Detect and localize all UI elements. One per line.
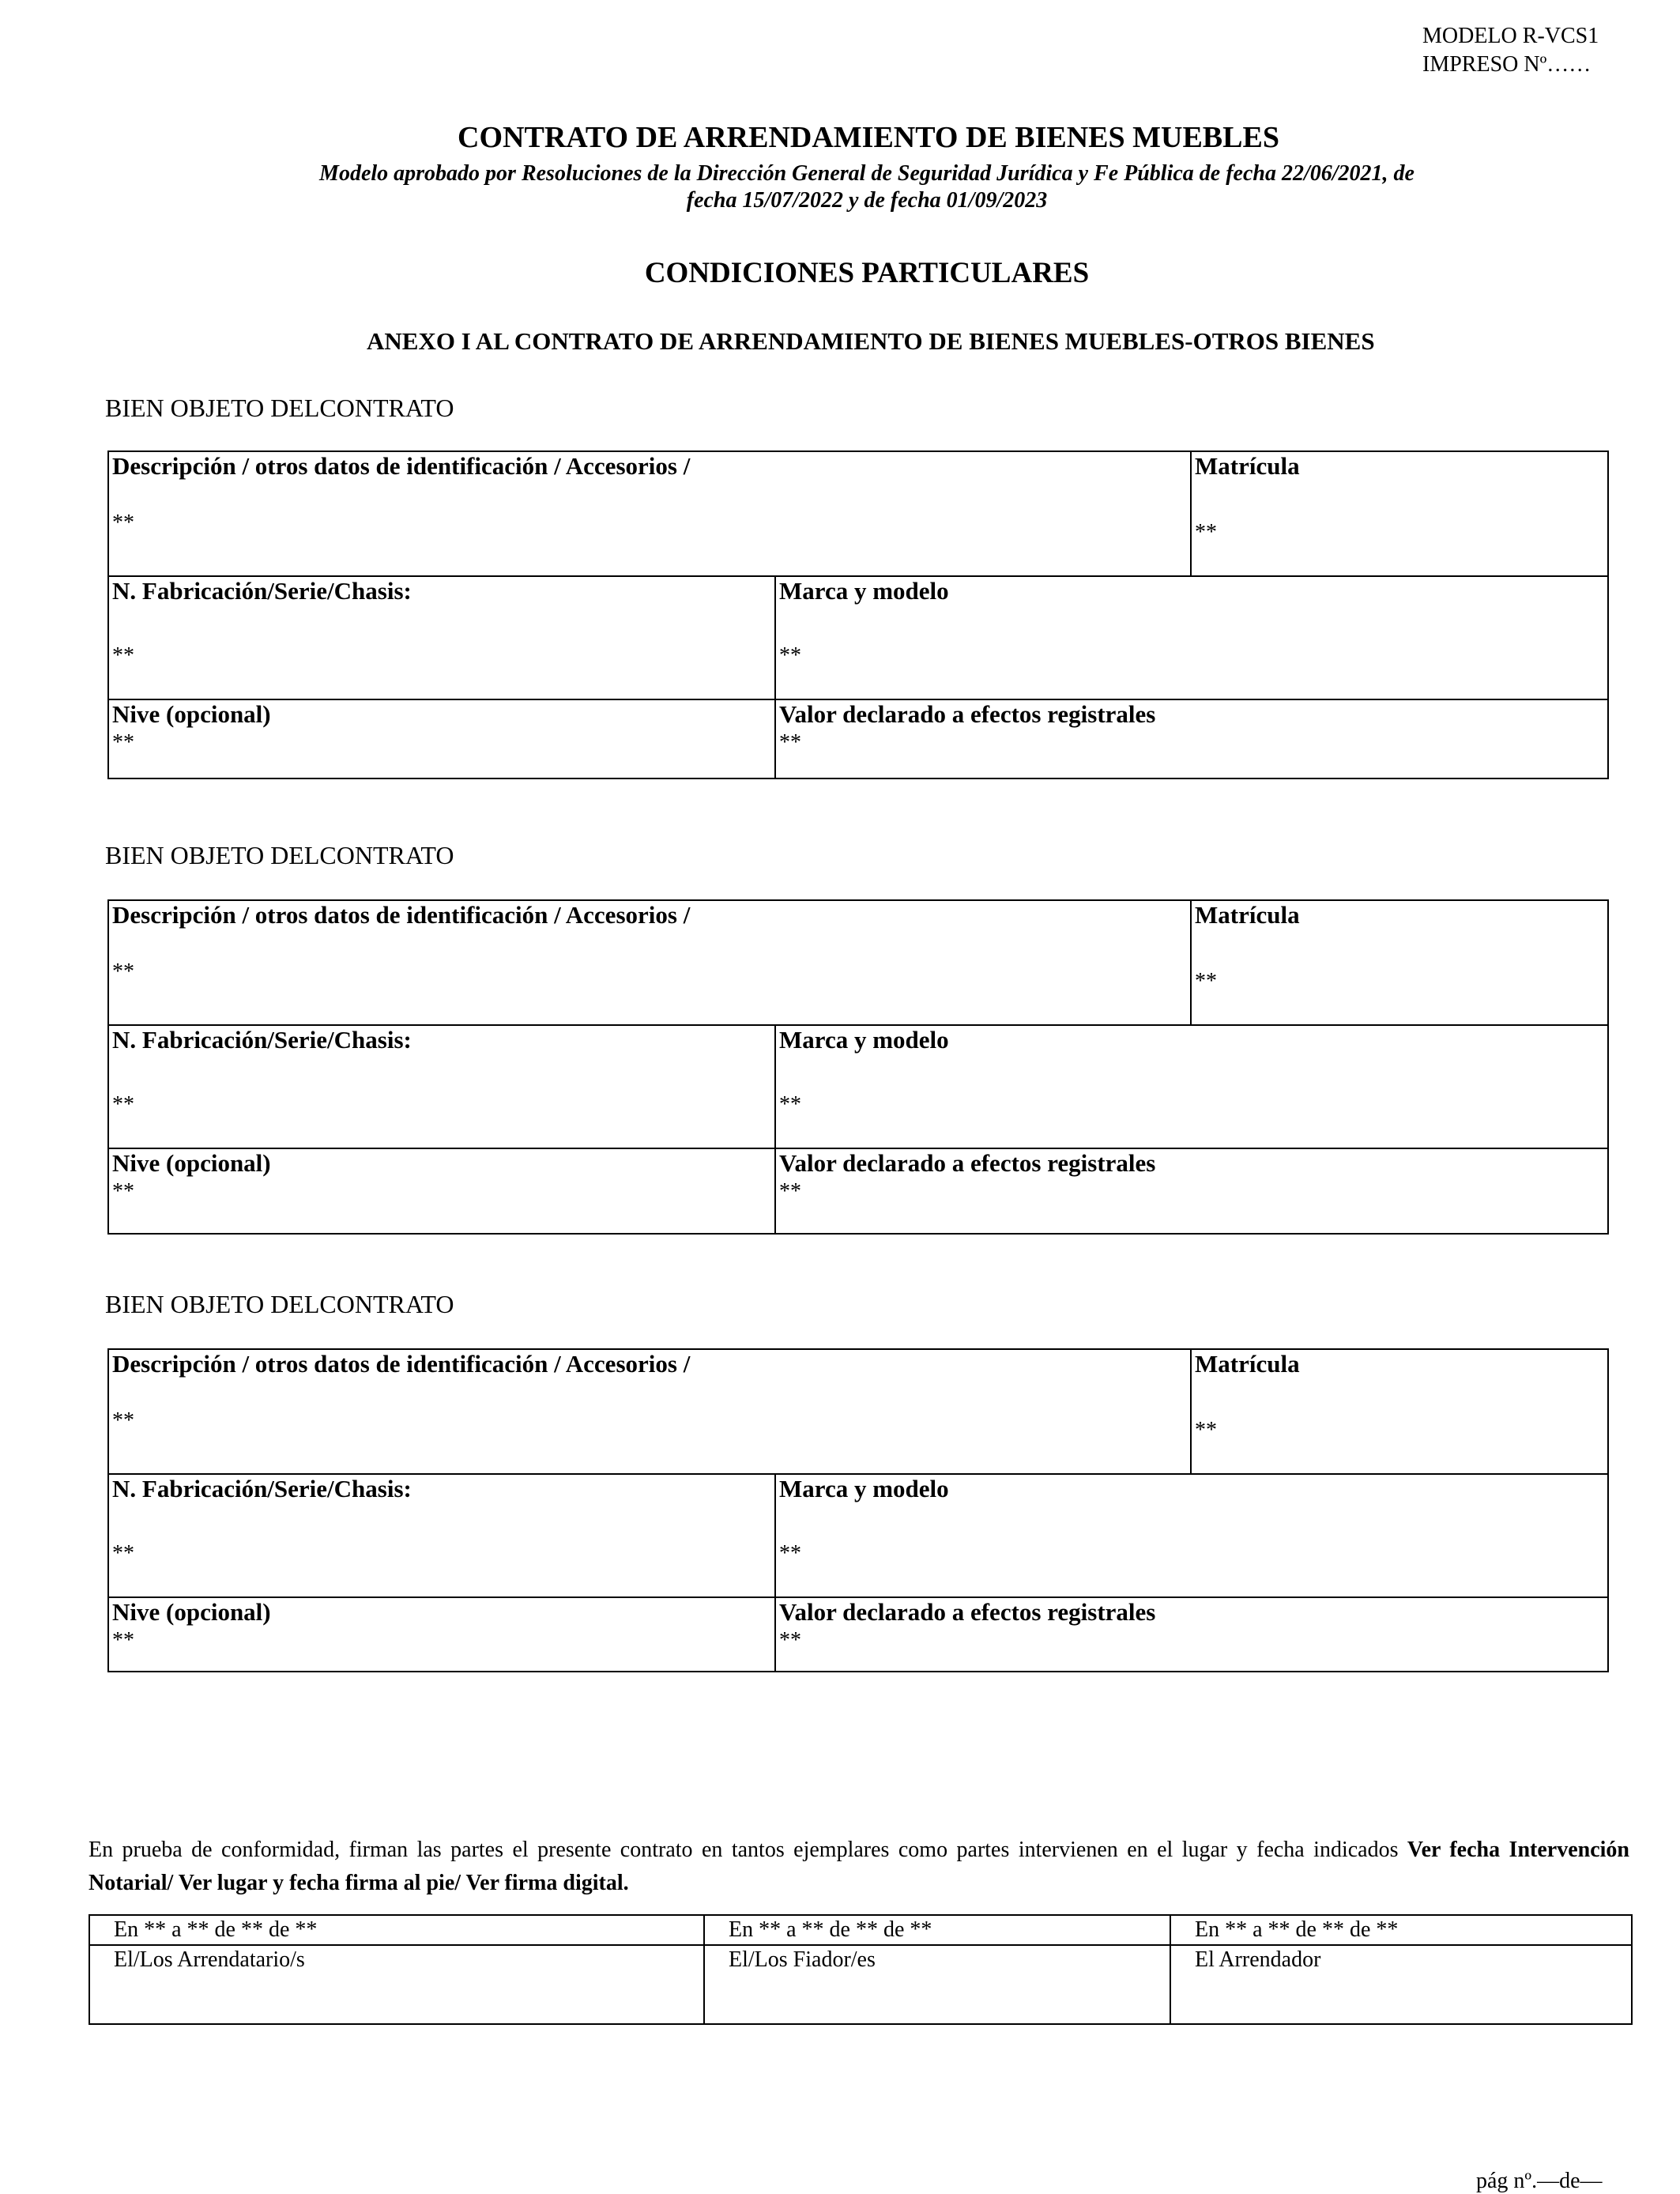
item-heading: BIEN OBJETO DELCONTRATO <box>105 841 454 869</box>
item-heading: BIEN OBJETO DELCONTRATO <box>105 394 454 422</box>
plate-value: ** <box>1195 520 1217 545</box>
plate-cell[interactable] <box>1190 452 1607 575</box>
nive-value: ** <box>112 730 134 755</box>
page-number: pág nº.—de— <box>1476 2169 1603 2193</box>
description-cell[interactable] <box>109 901 1190 1024</box>
description-label: Descripción / otros datos de identificación / Accesorios / <box>112 452 691 480</box>
description-label: Descripción / otros datos de identificación / Accesorios / <box>112 1350 691 1378</box>
serial-label: N. Fabricación/Serie/Chasis: <box>112 1475 412 1502</box>
closing-text: En prueba de conformidad, firman las partes el presente contrato en tantos ejemplares como partes intervienen en el lugar y fecha indicados <box>89 1838 1407 1862</box>
serial-cell[interactable] <box>109 1475 774 1596</box>
plate-label: Matrícula <box>1195 452 1300 480</box>
brand-cell[interactable] <box>774 1026 1607 1148</box>
item-table <box>107 450 1609 779</box>
nive-cell[interactable] <box>109 1598 774 1671</box>
signature-table <box>89 1914 1633 2025</box>
closing-bold-text: Ver fecha Intervención Notarial/ Ver lugar y fecha firma al pie/ Ver firma digital. <box>89 1838 1629 1895</box>
nive-value: ** <box>112 1179 134 1204</box>
model-code: MODELO R-VCS1 <box>1422 24 1599 48</box>
value-value: ** <box>779 1628 801 1653</box>
value-cell[interactable] <box>774 1598 1607 1671</box>
brand-label: Marca y modelo <box>779 577 949 605</box>
signature-cell-guarantor[interactable] <box>703 1916 1170 2023</box>
brand-label: Marca y modelo <box>779 1475 949 1502</box>
description-value: ** <box>112 511 134 535</box>
signature-role: El Arrendador <box>1195 1947 1321 1972</box>
serial-value: ** <box>112 1092 134 1117</box>
signature-date: En ** a ** de ** de ** <box>114 1917 318 1942</box>
brand-cell[interactable] <box>774 577 1607 699</box>
plate-label: Matrícula <box>1195 1350 1300 1378</box>
description-label: Descripción / otros datos de identificación / Accesorios / <box>112 901 691 929</box>
description-row <box>109 452 1607 575</box>
signature-date: En ** a ** de ** de ** <box>729 1917 932 1942</box>
brand-cell[interactable] <box>774 1475 1607 1596</box>
brand-label: Marca y modelo <box>779 1026 949 1054</box>
signature-date: En ** a ** de ** de ** <box>1195 1917 1399 1942</box>
value-label: Valor declarado a efectos registrales <box>779 700 1156 728</box>
model-reference <box>1422 22 1599 79</box>
value-value: ** <box>779 730 801 755</box>
value-cell[interactable] <box>774 1149 1607 1233</box>
conditions-title: CONDICIONES PARTICULARES <box>644 257 1090 289</box>
approval-note-line-1: Modelo aprobado por Resoluciones de la Dirección General de Seguridad Jurídica y Fe Pública de fecha 22/06/2021, de <box>319 161 1414 186</box>
item-heading: BIEN OBJETO DELCONTRATO <box>105 1290 454 1318</box>
value-label: Valor declarado a efectos registrales <box>779 1598 1156 1626</box>
serial-row <box>109 1024 1607 1148</box>
serial-cell[interactable] <box>109 1026 774 1148</box>
document-title: CONTRATO DE ARRENDAMIENTO DE BIENES MUEBLES <box>458 121 1279 154</box>
nive-row <box>109 699 1607 778</box>
description-value: ** <box>112 1408 134 1433</box>
nive-label: Nive (opcional) <box>112 700 271 728</box>
serial-value: ** <box>112 1541 134 1566</box>
serial-value: ** <box>112 643 134 668</box>
closing-statement <box>89 1834 1629 1900</box>
serial-cell[interactable] <box>109 577 774 699</box>
plate-value: ** <box>1195 969 1217 993</box>
plate-cell[interactable] <box>1190 1350 1607 1473</box>
description-cell[interactable] <box>109 452 1190 575</box>
serial-row <box>109 575 1607 699</box>
brand-value: ** <box>779 1092 801 1117</box>
brand-value: ** <box>779 1541 801 1566</box>
value-value: ** <box>779 1179 801 1204</box>
plate-label: Matrícula <box>1195 901 1300 929</box>
brand-value: ** <box>779 643 801 668</box>
plate-value: ** <box>1195 1418 1217 1442</box>
nive-row <box>109 1148 1607 1233</box>
description-row <box>109 1350 1607 1473</box>
nive-label: Nive (opcional) <box>112 1598 271 1626</box>
signature-cell-lessor[interactable] <box>1170 1916 1631 2023</box>
value-cell[interactable] <box>774 700 1607 778</box>
item-table <box>107 899 1609 1235</box>
signature-role: El/Los Arrendatario/s <box>114 1947 305 1972</box>
serial-label: N. Fabricación/Serie/Chasis: <box>112 1026 412 1054</box>
item-table <box>107 1348 1609 1672</box>
nive-cell[interactable] <box>109 700 774 778</box>
serial-label: N. Fabricación/Serie/Chasis: <box>112 577 412 605</box>
description-row <box>109 901 1607 1024</box>
nive-cell[interactable] <box>109 1149 774 1233</box>
description-value: ** <box>112 959 134 984</box>
description-cell[interactable] <box>109 1350 1190 1473</box>
nive-label: Nive (opcional) <box>112 1149 271 1177</box>
plate-cell[interactable] <box>1190 901 1607 1024</box>
annex-title: ANEXO I AL CONTRATO DE ARRENDAMIENTO DE BIENES MUEBLES-OTROS BIENES <box>367 327 1375 355</box>
approval-note-line-2: fecha 15/07/2022 y de fecha 01/09/2023 <box>686 188 1048 213</box>
value-label: Valor declarado a efectos registrales <box>779 1149 1156 1177</box>
serial-row <box>109 1473 1607 1596</box>
signature-role: El/Los Fiador/es <box>729 1947 876 1972</box>
print-number: IMPRESO Nº…… <box>1422 52 1591 77</box>
signature-cell-lessee[interactable] <box>90 1916 703 2023</box>
nive-value: ** <box>112 1628 134 1653</box>
nive-row <box>109 1596 1607 1671</box>
